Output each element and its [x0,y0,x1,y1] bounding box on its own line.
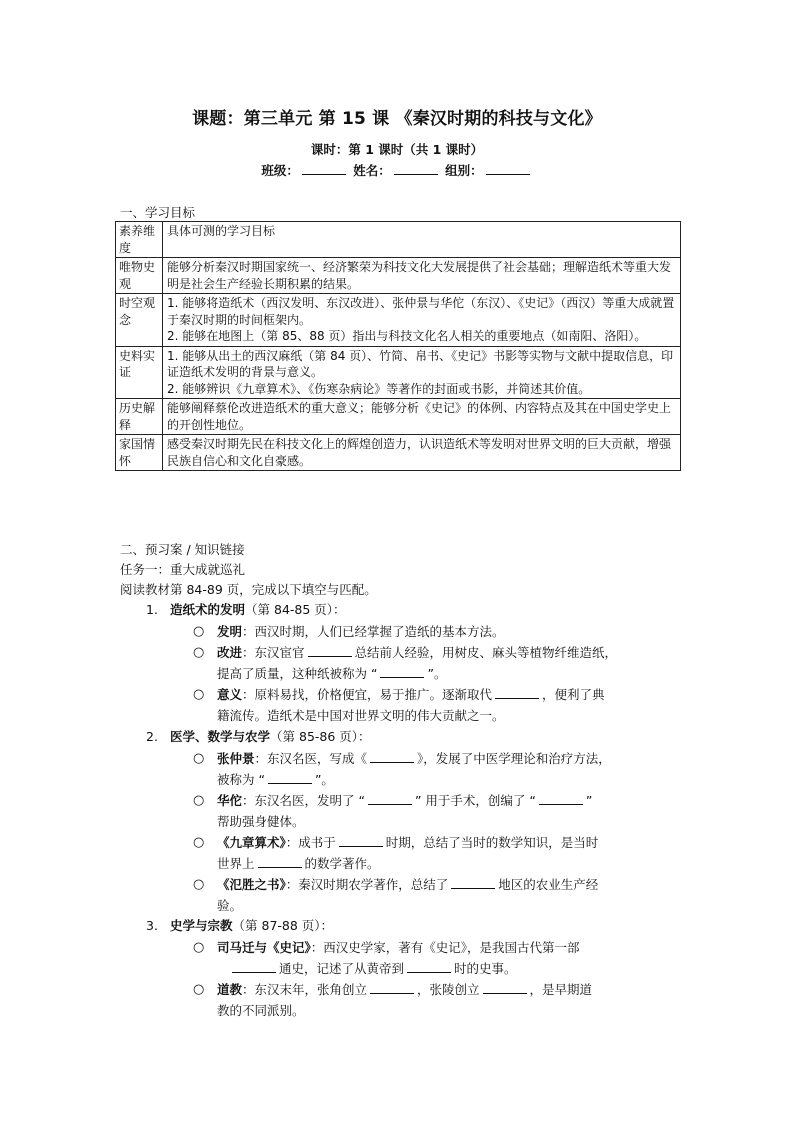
table-row [116,294,681,347]
list-item [217,790,687,832]
goal-cell: 感受秦汉时期先民在科技文化上的辉煌创造力，认识造纸术等发明对世界文明的巨大贡献，增强民族自信心和文化自豪感。 [163,435,681,471]
learning-goals-table [115,221,681,471]
list-item [217,937,687,979]
group-blank[interactable] [486,164,530,175]
item-text: ”。 [314,772,334,787]
table-row [116,399,681,435]
bullet-icon: ○ [193,982,205,997]
goal-line: 2. 能够在地图上（第 85、88 页）指出与科技文化名人相关的重要地点（如南阳、洛阳）。 [167,329,647,343]
fill-blank[interactable] [370,983,414,994]
item-term: 《九章算术》 [217,835,286,850]
item-text: ” [585,793,593,808]
fill-blank[interactable] [258,857,302,868]
section-heading-goals: 一、学习目标 [120,205,196,220]
item-text: 籍流传。造纸术是中国对世界文明的伟大贡献之一。 [217,708,505,723]
group-label: 组别： [445,163,483,178]
item-text: ，便利了典 [542,687,605,702]
item-term: 华佗 [217,793,243,808]
part-heading [170,600,346,620]
item-text: ：秦汉时期农学著作，总结了 [285,877,449,892]
table-row [116,258,681,294]
part-number: 3. [146,918,158,933]
dimension-cell: 唯物史观 [116,258,163,294]
fill-blank[interactable] [407,962,451,973]
item-text: 地区的农业生产经 [498,877,599,892]
part-number: 1. [146,602,158,617]
part-number: 2. [146,729,158,744]
student-info-line [0,161,794,179]
item-text: ”。 [427,666,447,681]
fill-blank[interactable] [380,667,424,678]
goal-line: 1. 能够从出土的西汉麻纸（第 84 页）、竹简、帛书、《史记》书影等实物与文献中提取信息，印证造纸术发明的背景与意义。 [167,348,674,379]
fill-blank[interactable] [495,688,539,699]
item-text: ：成书于 [285,835,336,850]
task-title: 任务一：重大成就巡礼 [120,562,246,577]
dimension-cell: 历史解释 [116,399,163,435]
item-text: 时的史事。 [454,961,517,976]
part-title: 医学、数学与农学 [170,729,271,744]
list-item [217,642,687,684]
class-label: 班级： [261,163,299,178]
item-text: 验。 [217,898,243,913]
dimension-cell: 史料实证 [116,346,163,399]
item-text: 帮助强身健体。 [217,814,305,829]
item-term: 《氾胜之书》 [217,877,286,892]
item-term: 意义 [217,687,243,702]
fill-blank[interactable] [539,794,583,805]
section-heading-preview: 二、预习案 / 知识链接 [120,542,245,557]
item-term: 发明 [217,624,243,639]
table-header-goal: 具体可测的学习目标 [163,222,681,258]
goal-line: 2. 能够辨识《九章算术》、《伤寒杂病论》等著作的封面或书影，并简述其价值。 [167,381,591,396]
item-text: 教的不同派别。 [217,1003,305,1018]
task-intro: 阅读教材第 84-89 页，完成以下填空与匹配。 [120,582,377,597]
part-heading [170,727,371,747]
bullet-icon: ○ [193,940,205,955]
bullet-icon: ○ [193,645,205,660]
table-row [116,222,681,258]
part-title: 史学与宗教 [170,918,233,933]
bullet-icon: ○ [193,751,205,766]
goal-cell: 能够阐释蔡伦改进造纸术的重大意义；能够分析《史记》的体例、内容特点及其在中国史学史上的开创性地位。 [163,399,681,435]
fill-blank[interactable] [483,983,527,994]
part-heading [170,916,333,936]
bullet-icon: ○ [193,624,205,639]
item-text: ：西汉时期，人们已经掌握了造纸的基本方法。 [242,624,505,639]
goal-line: 1. 能够将造纸术（西汉发明、东汉改进）、张仲景与华佗（东汉）、《史记》（西汉）等重大成就置于秦汉时期的时间框架内。 [167,296,675,327]
item-text: ：西汉史学家，著有《史记》，是我国古代第一部 [310,940,580,955]
class-blank[interactable] [302,164,346,175]
table-header-dimension: 素养维度 [116,222,163,258]
item-term: 司马迁与《史记》 [217,940,311,955]
item-text: ：原料易找，价格便宜，易于推广。逐渐取代 [242,687,493,702]
fill-blank[interactable] [268,773,312,784]
dimension-cell: 时空观念 [116,294,163,347]
goal-cell [163,294,681,347]
name-blank[interactable] [394,164,438,175]
item-text: 提高了质量，这种纸被称为 “ [217,666,378,681]
part-pages: （第 85-86 页）： [270,729,371,744]
item-text: 》，发展了中医学理论和治疗方法， [417,751,611,766]
item-text: ，是早期道 [529,982,593,997]
item-text: 被称为 “ [217,772,265,787]
item-text: ” 用于手术，创编了 “ [414,793,536,808]
item-text: ，张陵创立 [417,982,480,997]
fill-blank[interactable] [370,752,414,763]
dimension-cell: 家国情怀 [116,435,163,471]
goal-cell: 能够分析秦汉时期国家统一、经济繁荣为科技文化大发展提供了社会基础；理解造纸术等重大发明是社会生产经验长期积累的结果。 [163,258,681,294]
list-item [217,979,687,1021]
item-text: 的数学著作。 [304,856,380,871]
item-term: 改进 [217,645,243,660]
fill-blank[interactable] [232,962,276,973]
list-item [217,874,687,916]
fill-blank[interactable] [308,646,352,657]
part-pages: （第 84-85 页）： [245,602,346,617]
list-item [217,832,687,874]
name-label: 姓名： [353,163,391,178]
item-text: 世界上 [217,856,255,871]
table-row [116,435,681,471]
bullet-icon: ○ [193,687,205,702]
item-text: 总结前人经验，用树皮、麻头等植物纤维造纸， [354,645,618,660]
bullet-icon: ○ [193,835,205,850]
item-text: ：东汉名医，写成《 [254,751,368,766]
fill-blank[interactable] [451,878,495,889]
table-row [116,346,681,399]
lesson-hours: 课时：第 1 课时（共 1 课时） [310,142,484,157]
goal-cell [163,346,681,399]
item-term: 道教 [217,982,243,997]
bullet-icon: ○ [193,877,205,892]
item-text: 通史，记述了从黄帝到 [279,961,405,976]
list-item [217,621,687,642]
bullet-icon: ○ [193,793,205,808]
list-item [217,684,687,726]
item-text: ：东汉名医，发明了 “ [242,793,365,808]
part-title: 造纸术的发明 [170,602,246,617]
fill-blank[interactable] [368,794,412,805]
item-term: 张仲景 [217,751,255,766]
item-text: ：东汉末年，张角创立 [242,982,368,997]
list-item [217,748,687,790]
fill-blank[interactable] [339,836,383,847]
part-pages: （第 87-88 页）： [232,918,334,933]
item-text: ：东汉宦官 [242,645,305,660]
item-text: 时期，总结了当时的数学知识，是当时 [385,835,599,850]
page-title: 课题：第三单元 第 15 课 《秦汉时期的科技与文化》 [192,109,602,129]
